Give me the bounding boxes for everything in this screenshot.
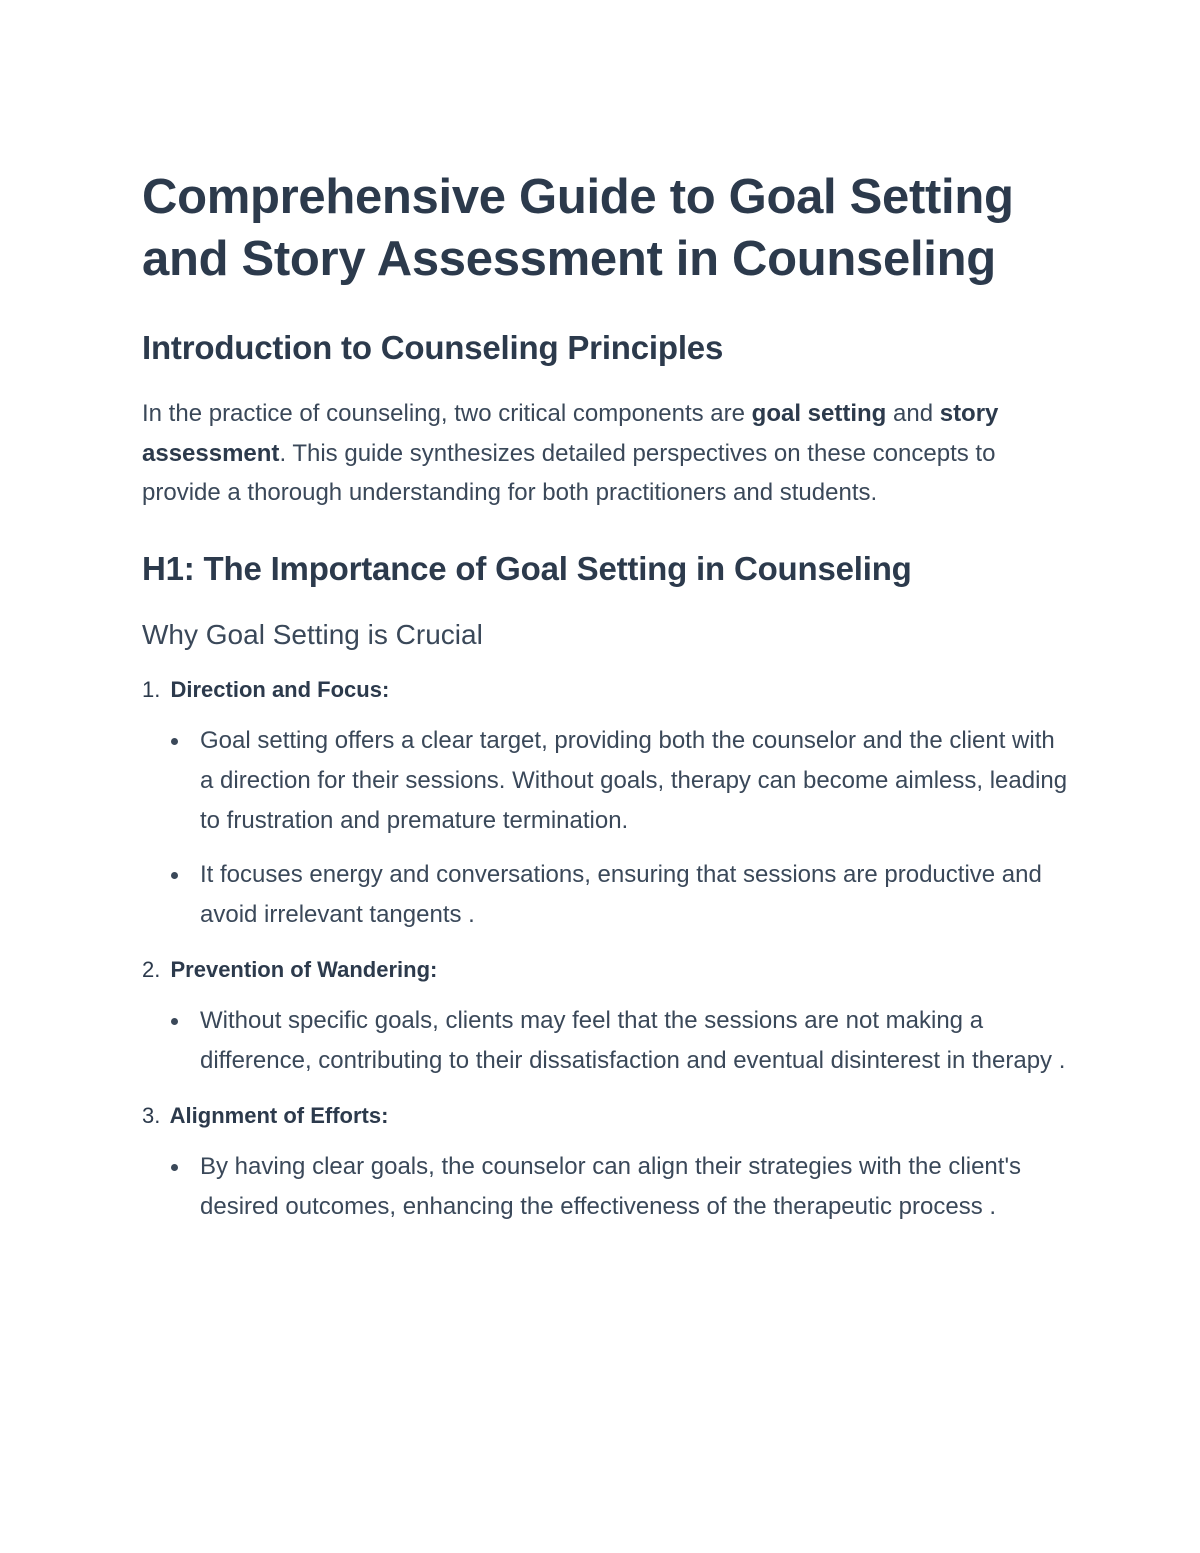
point-number: 2.	[142, 956, 161, 982]
bullet-text: It focuses energy and conversations, ensuring that sessions are productive and avoid irrelevant tangents .	[200, 860, 1042, 928]
list-item	[142, 673, 1072, 935]
bullet-item	[200, 1001, 1072, 1081]
bullet-text: By having clear goals, the counselor can align their strategies with the client's desired outcomes, enhancing the effectiveness of the therapeutic process .	[200, 1152, 1022, 1220]
intro-text-1: In the practice of counseling, two critical components are	[142, 400, 752, 427]
bullet-item	[200, 855, 1072, 935]
point-heading	[142, 673, 1072, 707]
point-number: 1.	[142, 676, 161, 702]
intro-bold-goal-setting: goal setting	[751, 400, 887, 427]
bullet-icon	[171, 738, 178, 745]
intro-text-3: . This guide synthesizes detailed perspectives on these concepts to provide a thorough understanding for both practitioners and students.	[142, 439, 996, 506]
section-heading: H1: The Importance of Goal Setting in Counseling	[142, 549, 912, 587]
bullet-icon	[171, 1164, 178, 1171]
document-page	[142, 166, 1072, 1227]
bullet-icon	[171, 1018, 178, 1025]
intro-paragraph	[142, 394, 1072, 513]
point-title: Direction and Focus:	[170, 676, 390, 702]
bullet-text: Without specific goals, clients may feel that the sessions are not making a difference, contributing to their dissatisfaction and eventual disinterest in therapy .	[200, 1006, 1066, 1074]
list-item	[142, 953, 1072, 1081]
bullet-list	[142, 721, 1072, 935]
bullet-text: Goal setting offers a clear target, providing both the counselor and the client with a direction for their sessions. Without goals, therapy can become aimless, leading to frustration and premature termination.	[200, 726, 1068, 834]
subheading: Why Goal Setting is Crucial	[142, 618, 483, 650]
document-title: Comprehensive Guide to Goal Setting and Story Assessment in Counseling	[142, 170, 1014, 286]
point-title: Alignment of Efforts:	[169, 1102, 389, 1128]
point-number: 3.	[142, 1102, 161, 1128]
point-heading	[142, 1099, 1072, 1133]
bullet-list	[142, 1001, 1072, 1081]
point-title: Prevention of Wandering:	[170, 956, 438, 982]
intro-heading: Introduction to Counseling Principles	[142, 329, 724, 366]
bullet-item	[200, 1147, 1072, 1227]
bullet-icon	[171, 872, 178, 879]
bullet-item	[200, 721, 1072, 841]
intro-bold-story-assessment: story assessment	[142, 400, 999, 467]
intro-text-2: and	[886, 400, 940, 427]
numbered-list	[142, 673, 1072, 1227]
list-item	[142, 1099, 1072, 1227]
point-heading	[142, 953, 1072, 987]
bullet-list	[142, 1147, 1072, 1227]
